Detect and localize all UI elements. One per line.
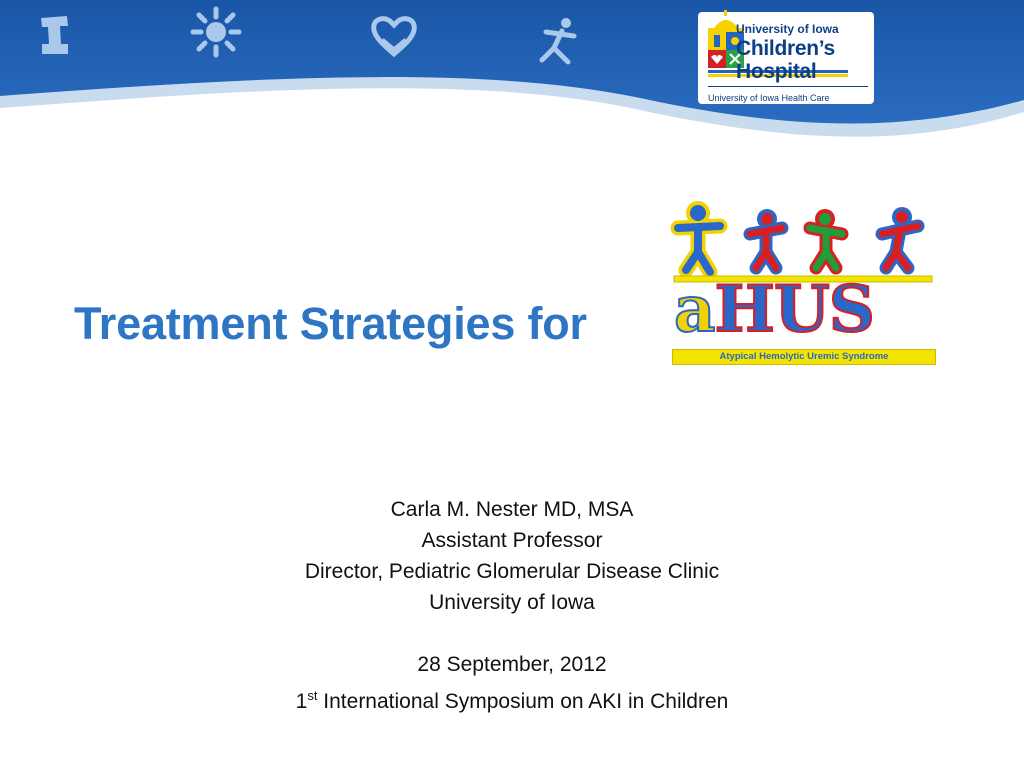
heart-icon [368,14,420,58]
author-position: Assistant Professor [421,529,603,552]
sun-icon [190,6,242,58]
childrens-hospital-logo [696,10,876,106]
logo-line-hospital: Hospital [736,60,817,83]
ahus-logo [664,198,940,366]
spacer [0,618,1024,649]
event-name: International Symposium on AKI in Children [317,690,729,713]
ahus-tagline-bar [672,349,936,365]
event-line [0,680,1024,717]
logo-line-childrens: Children’s [736,37,835,60]
logo-line-university: University of Iowa [736,22,839,36]
event-ordinal: 1 [295,690,308,713]
author-institution: University of Iowa [429,591,595,614]
presentation-date: 28 September, 2012 [417,653,607,676]
i-icon [38,14,70,56]
running-child-icon [534,16,584,68]
author-name: Carla M. Nester MD, MSA [390,498,634,521]
event-ordinal-suffix: st [307,688,318,703]
author-block [0,494,1024,717]
slide-title: Treatment Strategies for [74,298,587,349]
ahus-letter-a: a [674,272,715,347]
ahus-tagline: Atypical Hemolytic Uremic Syndrome [719,351,889,362]
author-role: Director, Pediatric Glomerular Disease Clinic [304,560,720,583]
ahus-wordmark [674,272,874,347]
ahus-letters-hus: HUS [714,272,874,347]
logo-subtitle: University of Iowa Health Care [708,93,830,103]
